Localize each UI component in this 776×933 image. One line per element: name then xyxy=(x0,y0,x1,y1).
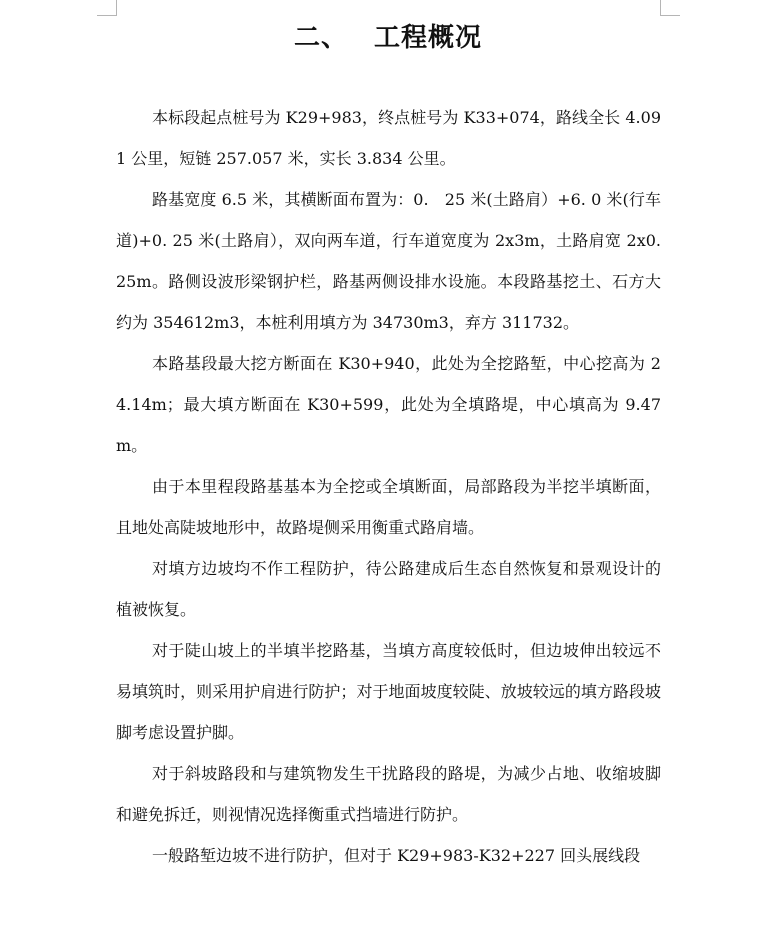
crop-mark-top-right xyxy=(660,0,661,16)
paragraph-fill-slope: 对填方边坡均不作工程防护，待公路建成后生态自然恢复和景观设计的植被恢复。 xyxy=(116,559,661,619)
paragraph-retaining-wall: 由于本里程段路基基本为全挖或全填断面，局部路段为半挖半填断面，且地处高陡坡地形中，故路堤侧采用衡重式路肩墙。 xyxy=(116,477,661,537)
paragraph-subgrade-width: 路基宽度 6.5 米，其横断面布置为：0. 25 米(土路肩）+6. 0 米(行车道)+0. 25 米(土路肩），双向两车道，行车道宽度为 2x3m，土路肩宽 2x0.25m。路侧设波形梁钢护栏，路基两侧设排水设施。本段路基挖土、石方大约为 354612m3，本桩利用填方为 34730m3，弃方 311732。 xyxy=(116,190,661,332)
paragraph-slope-embankment: 对于斜坡路段和与建筑物发生干扰路段的路堤，为减少占地、收缩坡脚和避免拆迁，则视情况选择衡重式挡墙进行防护。 xyxy=(116,764,661,824)
paragraph-shoulder-protection: 对于陡山坡上的半填半挖路基，当填方高度较低时，但边坡伸出较远不易填筑时，则采用护肩进行防护；对于地面坡度较陡、放坡较远的填方路段坡脚考虑设置护脚。 xyxy=(116,641,661,742)
section-heading xyxy=(0,18,776,58)
section-title: 工程概况 xyxy=(374,23,483,53)
crop-mark-top-right xyxy=(661,15,680,16)
crop-mark-top-left xyxy=(97,15,116,16)
section-number: 二、 xyxy=(293,23,348,53)
crop-mark-top-left xyxy=(116,0,117,16)
paragraph-max-cut-fill: 本路基段最大挖方断面在 K30+940，此处为全挖路堑，中心挖高为 24.14m；最大填方断面在 K30+599，此处为全填路堤，中心填高为 9.47m。 xyxy=(116,354,661,455)
paragraph-route-overview: 本标段起点桩号为 K29+983，终点桩号为 K33+074，路线全长 4.091 公里，短链 257.057 米，实长 3.834 公里。 xyxy=(116,108,661,168)
paragraph-cut-slope: 一般路堑边坡不进行防护，但对于 K29+983-K32+227 回头展线段 xyxy=(152,846,641,865)
document-body xyxy=(116,97,661,876)
